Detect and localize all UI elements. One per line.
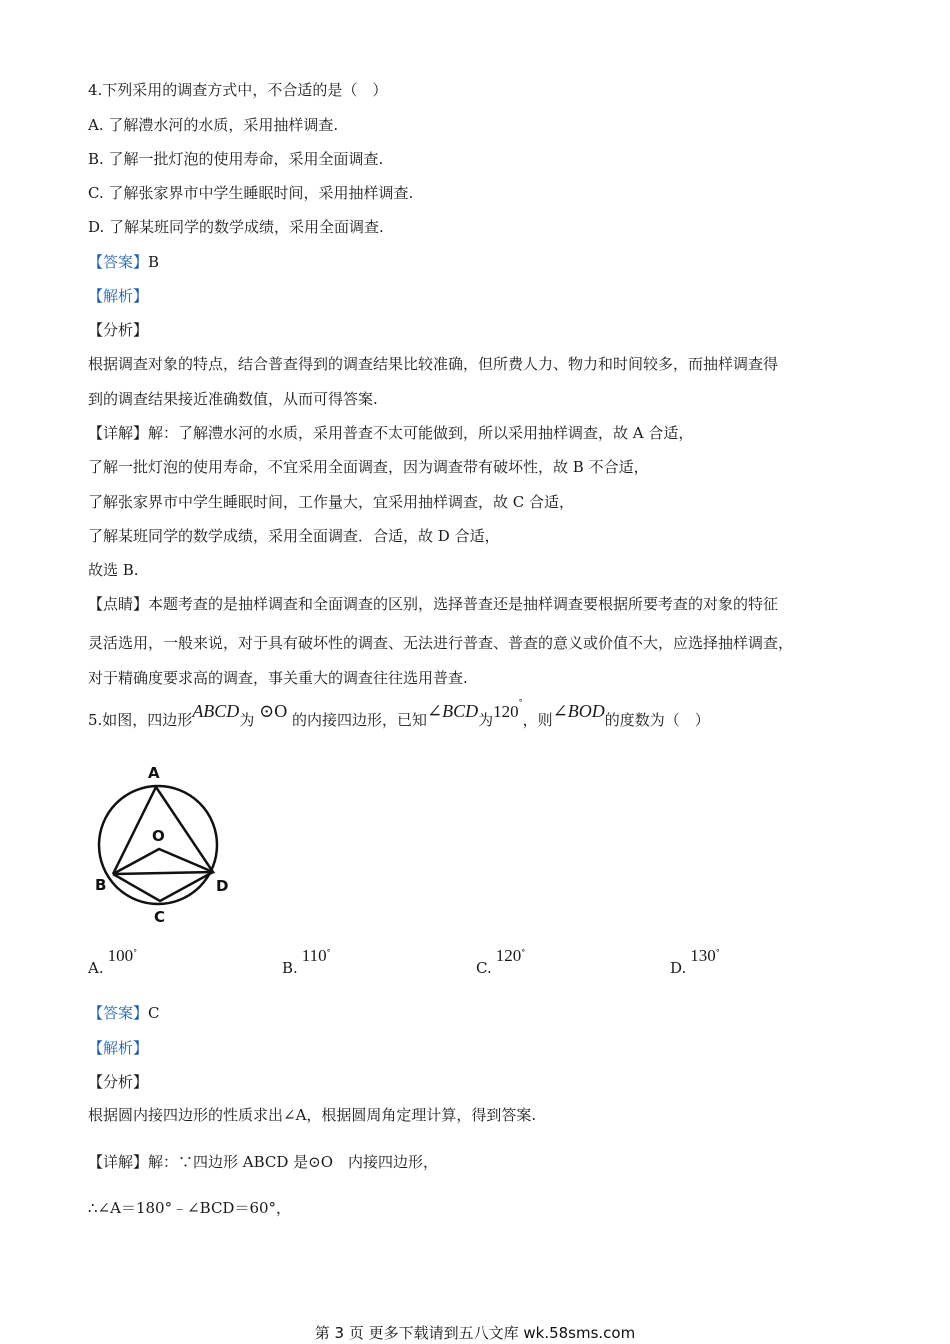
q5-option-c: C.120° — [476, 946, 526, 977]
circle-figure — [88, 760, 248, 930]
q4-detail-line: 了解张家界市中学生睡眠时间，工作量大，宜采用抽样调查，故 C 合适， — [88, 493, 575, 511]
q4-detail-line: 故选 B. — [88, 561, 139, 579]
q4-detail-line: 【详解】解：了解澧水河的水质，采用普查不太可能做到，所以采用抽样调查，故 A 合适， — [88, 424, 694, 442]
label-d: D — [216, 877, 229, 895]
q4-answer — [88, 252, 159, 272]
q4-stem: 4.下列采用的调查方式中，不合适的是（ ） — [88, 81, 388, 99]
angle-value: 120 — [493, 702, 519, 721]
q4-fenxi-line: 根据调查对象的特点，结合普查得到的调查结果比较准确，但所费人力、物力和时间较多，而抽样调查得 — [88, 355, 779, 373]
label-b: B — [95, 876, 107, 894]
q4-dianjing-line: 灵活选用，一般来说，对于具有破坏性的调查、无法进行普查、普查的意义或价值不大，应选择抽样调查， — [88, 634, 794, 652]
angle-asked: ∠BOD — [552, 701, 605, 721]
q5-analysis-tag: 【解析】 — [88, 1039, 149, 1057]
q4-option-c: C. 了解张家界市中学生睡眠时间，采用抽样调查. — [88, 184, 414, 202]
answer-tag: 【答案】 — [88, 1004, 149, 1022]
q5-detail-line: ∴∠A＝180°﹣∠BCD＝60°， — [88, 1199, 292, 1217]
q5-detail-line: 【详解】解：∵四边形 ABCD 是⊙O 内接四边形， — [88, 1153, 439, 1171]
q5-option-b: B.110° — [282, 946, 331, 977]
answer-tag: 【答案】 — [88, 253, 149, 271]
q4-fenxi-line: 到的调查结果接近准确数值，从而可得答案. — [88, 390, 378, 408]
q4-option-d: D. 了解某班同学的数学成绩，采用全面调查. — [88, 218, 384, 236]
q4-dianjing-line: 对于精确度要求高的调查，事关重大的调查往往选用普查. — [88, 669, 468, 687]
q5-fenxi-line: 根据圆内接四边形的性质求出∠A，根据圆周角定理计算，得到答案. — [88, 1106, 537, 1124]
q4-fenxi-label: 【分析】 — [88, 321, 149, 339]
q4-option-b: B. 了解一批灯泡的使用寿命，采用全面调查. — [88, 150, 384, 168]
q4-detail-line: 了解一批灯泡的使用寿命，不宜采用全面调查，因为调查带有破坏性，故 B 不合适， — [88, 458, 649, 476]
q4-analysis-tag: 【解析】 — [88, 287, 149, 305]
quad-name: ABCD — [192, 701, 240, 721]
label-o: O — [152, 827, 165, 845]
label-a: A — [148, 764, 160, 782]
page-footer: 第 3 页 更多下载请到五八文库 wk.58sms.com — [314, 1324, 636, 1342]
q4-option-a: A. 了解澧水河的水质，采用抽样调查. — [88, 116, 339, 134]
q5-option-d: D.130° — [670, 946, 720, 977]
q5-option-a: A.100° — [88, 946, 138, 977]
q5-fenxi-label: 【分析】 — [88, 1073, 149, 1091]
q5-answer — [88, 1003, 160, 1023]
q4-detail-line: 了解某班同学的数学成绩，采用全面调查．合适，故 D 合适， — [88, 527, 500, 545]
radii-ob-od — [113, 849, 213, 874]
circle-o — [99, 786, 217, 904]
q4-dianjing-line: 【点睛】本题考查的是抽样调查和全面调查的区别，选择普查还是抽样调查要根据所要考查的对象的特征 — [88, 595, 779, 613]
label-c: C — [154, 908, 166, 926]
angle-given: ∠BCD — [427, 701, 479, 721]
answer-value: C — [148, 1004, 160, 1022]
answer-value: B — [148, 253, 160, 271]
q5-stem: 5.如图，四边形ABCD为 ⊙O 的内接四边形，已知∠BCD为120°，则∠BOD的度数为（ ） — [88, 698, 710, 729]
circle-symbol: ⊙O — [259, 701, 288, 721]
